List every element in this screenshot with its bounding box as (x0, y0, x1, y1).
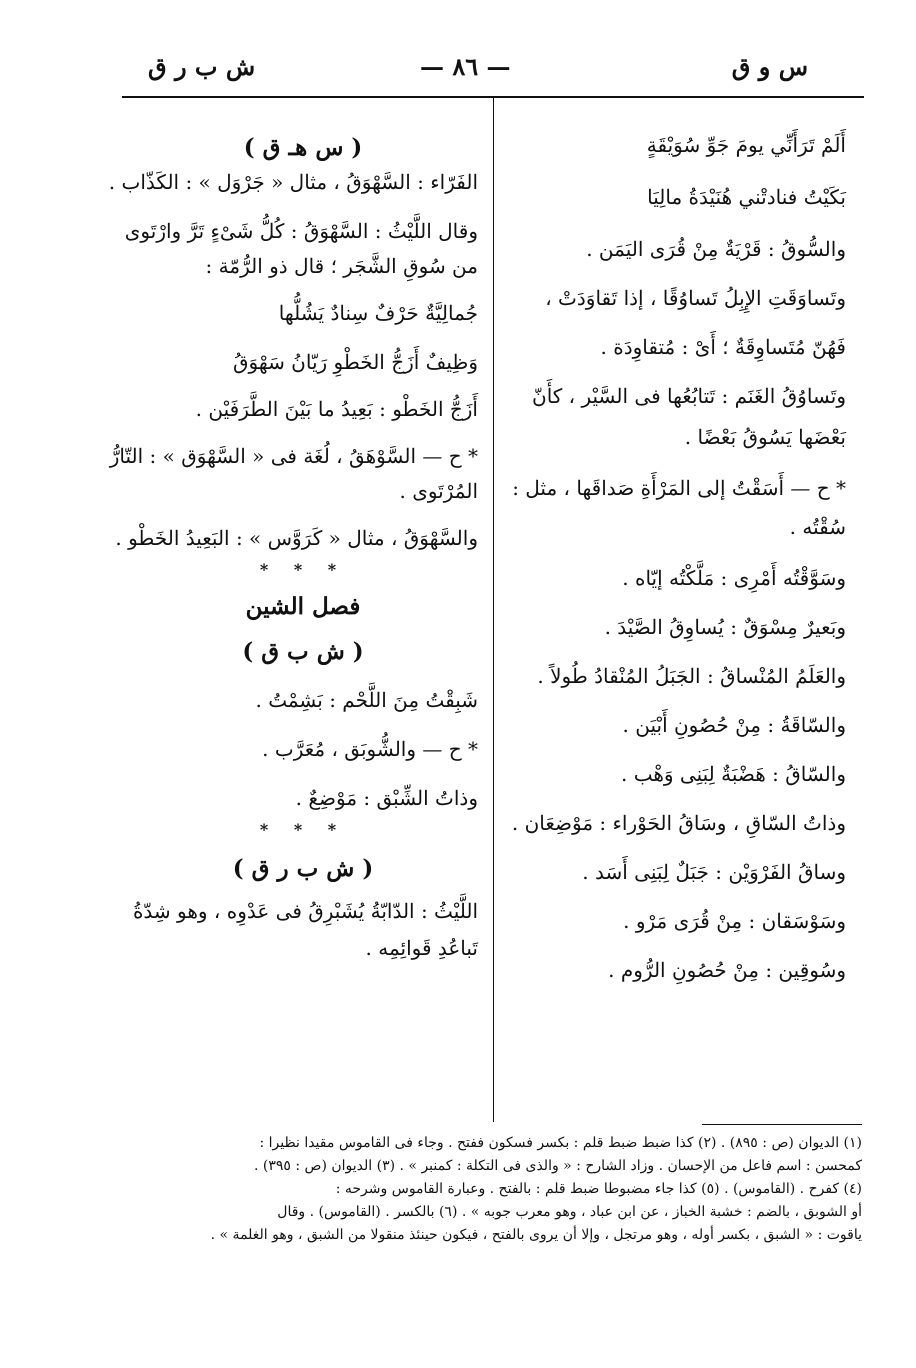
entry-line: أَلَمْ تَرَأَنِّي يومَ جَوِّ سُوَيْقَةٍ (646, 133, 846, 157)
footnote-line: ياقوت : « الشبق ، بكسر أوله ، وهو مرتجل ، وإلا أن يروى بالفتح ، فيكون حينئذ منقولا من الشبق ، وهو الغلمة » . (210, 1227, 862, 1243)
entry-line: والعَلَمُ المُنْساقُ : الجَبَلُ المُنْقادُ طُولاً . (537, 664, 846, 688)
page-number: — ٨٦ — (420, 52, 511, 81)
entry-line: وذاتُ الشِّبْق : مَوْضِعٌ . (295, 786, 478, 810)
entry-line: * ح — والشُّوبَق ، مُعَرَّب . (262, 737, 478, 761)
entry-line: المُرْتَوى . (399, 479, 478, 503)
header-root-right: س و ق (731, 52, 808, 81)
entry-line: والسَّهْوَقُ ، مثال « كَرَوَّس » : البَعِيدُ الخَطْو . (115, 526, 478, 550)
footnote-line: (١) الديوان (ص : ٨٩٥) . (٢) كذا ضبط ضبط قلم : بكسر فسكون ففتح . وجاء فى القاموس مقيدا نظيرا : (259, 1135, 862, 1151)
entry-line: وَظِيفٌ أَزَجُّ الخَطْوِ رَيّانُ سَهْوَقُ (233, 350, 478, 374)
section-heading: ( ش ب ر ق ) (232, 855, 374, 882)
entry-line: وسَوْسَقان : مِنْ قُرَى مَرْو . (623, 909, 846, 933)
entry-line: شَبِقْتُ مِنَ اللَّحْم : بَشِمْتُ . (255, 688, 478, 712)
section-separator: * * * (259, 820, 347, 839)
entry-line: من سُوقِ الشَّجَر ؛ قال ذو الرُّمّة : (205, 254, 478, 278)
entry-line: وتَساوَقَتِ الإِبِلُ تَساوُقًا ، إذا تَقاوَدَتْ ، (545, 286, 846, 310)
column-divider (493, 98, 494, 1122)
section-heading: فصل الشين (245, 593, 361, 620)
entry-line: * ح — السَّوْهَقُ ، لُغَة فى « السَّهْوَق » : التّارُّ (109, 444, 478, 468)
entry-line: تَباعُدِ قَوائِمِه . (365, 936, 478, 960)
entry-line: وتَساوُقُ الغَنَم : تَتابُعُها فى السَّيْر ، كأَنّ (532, 384, 846, 408)
section-separator: * * * (259, 560, 347, 579)
entry-line: والسُّوقُ : قَرْيَةٌ مِنْ قُرَى اليَمَن . (586, 237, 846, 261)
footnote-line: أو الشوبق ، بالضم : خشبة الخباز ، عن ابن عباد ، وهو معرب جوبه » . (٦) بالكسر . (القاموس) . وقال (277, 1204, 862, 1220)
entry-line: جُمالِيَّةٌ حَرْفٌ سِنادٌ يَشُلُّها (278, 301, 478, 325)
right-column (508, 112, 846, 984)
entry-line: أَزَجُّ الخَطْو : بَعِيدُ ما بَيْنَ الطَّرَفَيْن . (195, 397, 478, 421)
entry-line: بَعْضَها يَسُوقُ بَعْضًا . (684, 425, 846, 449)
entry-line: وقال اللَّيْثُ : السَّهْوَقُ : كُلُّ شَىْءٍ تَرَّ وارْتَوى (124, 219, 478, 243)
entry-line: سُقْتُه . (789, 515, 846, 539)
entry-line: فَهُنّ مُتَساوِقَةٌ ؛ أَىْ : مُتقاوِدَة . (600, 335, 846, 359)
entry-line: وسَوَّقْتُه أَمْرِى : مَلَّكْتُه إيّاه . (622, 566, 846, 590)
footnote-line: (٤) كفرح . (القاموس) . (٥) كذا جاء مضبوطا ضبط قلم : بالفتح . وعبارة القاموس وشرحه : (335, 1181, 862, 1197)
entry-line: وذاتُ السّاقِ ، وسَاقُ الحَوْراء : مَوْضِعَان . (511, 811, 846, 835)
entry-line: اللَّيْثُ : الدّابّةُ يُشَبْرِقُ فى عَدْوِه ، وهو شِدّةُ (132, 899, 478, 923)
footnote-rule (702, 1124, 862, 1125)
entry-line: الفَرّاء : السَّهْوَقُ ، مثال « جَرْوَل » : الكَذّاب . (108, 170, 478, 194)
entry-line: وبَعيرٌ مِسْوَقٌ : يُساوِقُ الصَّيْدَ . (604, 615, 846, 639)
left-column (108, 112, 478, 962)
entry-line: * ح — أَسَقْتُ إلى المَرْأَةِ صَداقَها ، مثل : (512, 476, 846, 500)
header-root-left: ش ب ر ق (148, 52, 256, 81)
footnote-line: كمحسن : اسم فاعل من الإحسان . وزاد الشارح : « والذى فى التكلة : كمنبر » . (٣) الديوان (ص : ٣٩٥) . (253, 1158, 862, 1174)
entry-line: والسّاقَةُ : مِنْ حُصُونِ أَبْيَن . (622, 713, 846, 737)
footnotes (130, 1132, 862, 1247)
section-heading: ( ش ب ق ) (242, 638, 364, 665)
entry-line: وساقُ الفَرْوَيْن : جَبَلٌ لِبَنِى أَسَد . (582, 860, 846, 884)
entry-line: بَكَيْتُ فنادتْني هُنَيْدَةُ مالِيَا (647, 185, 846, 209)
entry-line: والسّاقُ : هَضْبَةٌ لِبَنِى وَهْب . (621, 762, 846, 786)
entry-line: وسُوقِين : مِنْ حُصُونِ الرُّوم . (608, 958, 846, 982)
section-heading: ( س هـ ق ) (243, 134, 363, 161)
